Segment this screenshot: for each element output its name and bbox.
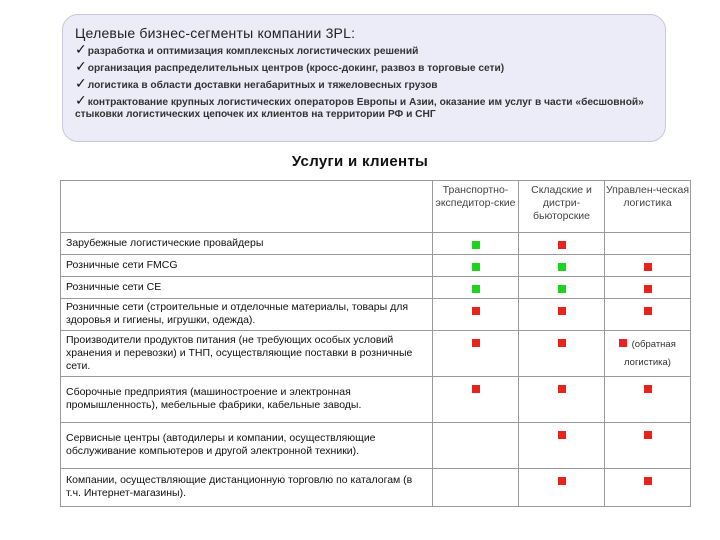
green-square-marker xyxy=(558,285,566,293)
mark-cell xyxy=(519,233,605,255)
row-label: Компании, осуществляющие дистанционную торговлю по каталогам (в т.ч. Интернет-магазины). xyxy=(61,469,433,507)
mark-cell xyxy=(519,299,605,331)
red-square-marker xyxy=(472,339,480,347)
mark-cell xyxy=(519,423,605,469)
red-square-marker xyxy=(472,307,480,315)
mark-cell xyxy=(519,255,605,277)
segment-item xyxy=(75,77,653,92)
mark-cell xyxy=(519,377,605,423)
row-label: Зарубежные логистические провайдеры xyxy=(61,233,433,255)
check-icon: ✓ xyxy=(75,58,87,74)
green-square-marker xyxy=(472,241,480,249)
green-square-marker xyxy=(472,285,480,293)
check-icon: ✓ xyxy=(75,75,87,91)
mark-cell xyxy=(519,277,605,299)
mark-cell xyxy=(519,331,605,377)
mark-cell xyxy=(433,377,519,423)
mark-cell xyxy=(433,331,519,377)
mark-cell xyxy=(605,331,691,377)
red-square-marker xyxy=(619,339,627,347)
mark-cell xyxy=(433,255,519,277)
red-square-marker xyxy=(558,385,566,393)
mark-cell xyxy=(605,255,691,277)
row-label: Розничные сети CE xyxy=(61,277,433,299)
red-square-marker xyxy=(558,431,566,439)
mark-cell xyxy=(433,299,519,331)
red-square-marker xyxy=(472,385,480,393)
mark-cell xyxy=(605,277,691,299)
row-label: Розничные сети (строительные и отделочные материалы, товары для здоровья и гигиены, игрушки, одежда). xyxy=(61,299,433,331)
table-row xyxy=(61,377,691,423)
mark-cell xyxy=(433,277,519,299)
header-transport: Транспортно-экспедитор-ские xyxy=(433,181,519,233)
table-row xyxy=(61,423,691,469)
table-row xyxy=(61,331,691,377)
segment-item-text: разработка и оптимизация комплексных логистических решений xyxy=(87,46,419,57)
row-label: Розничные сети FMCG xyxy=(61,255,433,277)
table-row xyxy=(61,469,691,507)
check-icon: ✓ xyxy=(75,92,87,108)
mark-cell xyxy=(605,423,691,469)
check-icon: ✓ xyxy=(75,41,87,57)
red-square-marker xyxy=(644,431,652,439)
mark-cell xyxy=(605,233,691,255)
segment-item xyxy=(75,60,653,75)
red-square-marker xyxy=(558,339,566,347)
mark-cell xyxy=(433,423,519,469)
red-square-marker xyxy=(644,263,652,271)
header-management: Управлен-ческая логистика xyxy=(605,181,691,233)
row-label: Сборочные предприятия (машиностроение и электронная промышленность), мебельные фабрики, кабельные заводы. xyxy=(61,377,433,423)
table-header-row xyxy=(61,181,691,233)
services-clients-table xyxy=(60,180,691,507)
red-square-marker xyxy=(558,477,566,485)
red-square-marker xyxy=(644,385,652,393)
section-title: Услуги и клиенты xyxy=(291,153,429,170)
row-label: Сервисные центры (автодилеры и компании, осуществляющие обслуживание компьютеров и другой электронной техники). xyxy=(61,423,433,469)
green-square-marker xyxy=(472,263,480,271)
red-square-marker xyxy=(644,285,652,293)
segment-item-text: контрактование крупных логистических операторов Европы и Азии, оказание им услуг в части «бесшовной» стыковки логистических цепочек их клиентов на территории РФ и СНГ xyxy=(75,97,644,120)
mark-cell xyxy=(519,469,605,507)
table-row xyxy=(61,299,691,331)
table-row xyxy=(61,255,691,277)
red-square-marker xyxy=(644,307,652,315)
target-segments-box xyxy=(62,14,666,142)
segment-item-text: логистика в области доставки негабаритных и тяжеловесных грузов xyxy=(87,80,438,91)
segment-item-text: организация распределительных центров (кросс-докинг, развоз в торговые сети) xyxy=(87,63,505,74)
red-square-marker xyxy=(558,307,566,315)
mark-note: (обратная логистика) xyxy=(624,339,676,368)
table-row xyxy=(61,233,691,255)
table-row xyxy=(61,277,691,299)
mark-cell xyxy=(433,469,519,507)
header-warehouse: Складские и дистри-бьюторские xyxy=(519,181,605,233)
mark-cell xyxy=(605,299,691,331)
segments-list xyxy=(75,43,653,121)
red-square-marker xyxy=(558,241,566,249)
red-square-marker xyxy=(644,477,652,485)
segment-item xyxy=(75,94,653,121)
segments-title: Целевые бизнес-сегменты компании 3PL: xyxy=(75,25,356,41)
segment-item xyxy=(75,43,653,58)
mark-cell xyxy=(605,469,691,507)
row-label: Производители продуктов питания (не требующих особых условий хранения и перевозки) и ТНП, осуществляющие поставки в розничные сети. xyxy=(61,331,433,377)
mark-cell xyxy=(605,377,691,423)
header-empty xyxy=(61,181,433,233)
green-square-marker xyxy=(558,263,566,271)
mark-cell xyxy=(433,233,519,255)
